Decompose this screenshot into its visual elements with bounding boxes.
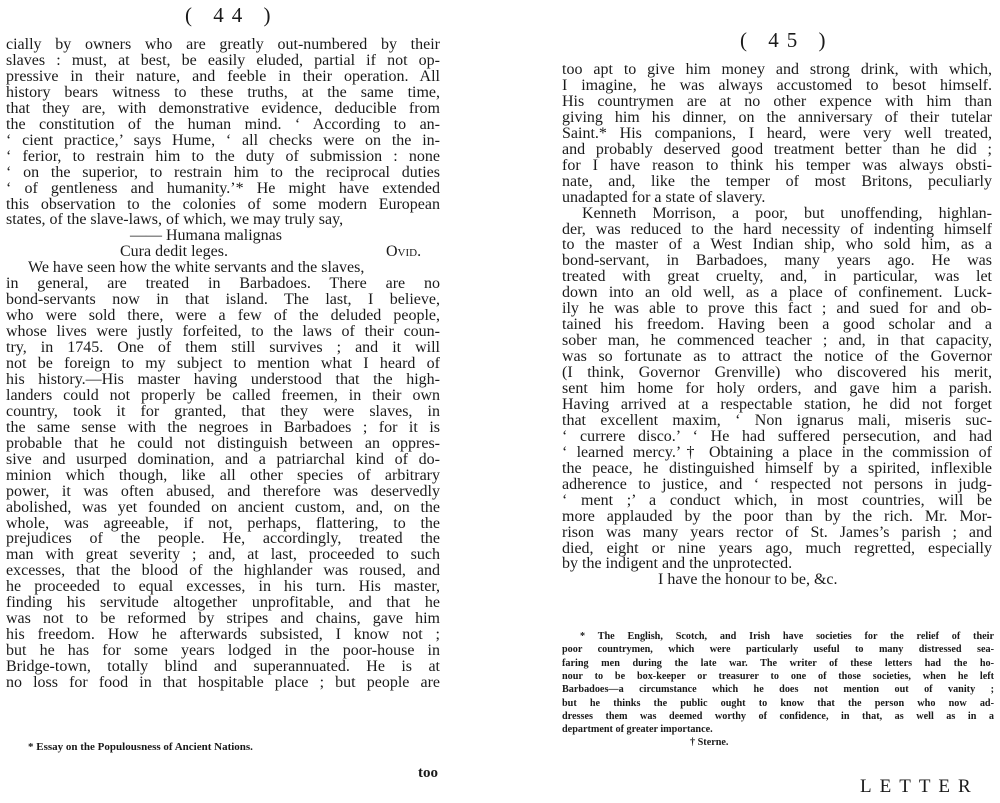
- left-catchword: too: [418, 765, 438, 781]
- left-body-line: whose lives were justly forfeited, to the laws of their coun-: [6, 323, 440, 341]
- right-body-line: ily he was able to prove this fact ; and sued for and ob-: [562, 300, 992, 318]
- left-body-line: his history.—His master having understood that the high-: [6, 370, 440, 388]
- left-body-line: whole, was agreeable, if not, perhaps, flattering, to the: [6, 514, 440, 532]
- right-body-line: sent him home for holy orders, and gave him a parish.: [562, 380, 992, 397]
- right-body-line: for I have reason to think his temper was always obsti-: [562, 156, 992, 174]
- left-body-line: abolished, was yet founded on ancient custom, and, on the: [6, 498, 440, 516]
- left-body-line: not be foreign to my subject to mention what I heard of: [6, 355, 440, 372]
- left-body-line: finding his servitude altogether unprofitable, and that he: [6, 594, 440, 612]
- left-body-line: slaves : must, at best, be easily eluded, partial if not op-: [6, 51, 440, 69]
- right-catchword: LETTER: [860, 776, 979, 797]
- right-body-line: tained his freedom. Having been a good scholar and a: [562, 316, 992, 334]
- right-body-line: to the master of a West Indian ship, who sold him, as a: [562, 236, 992, 254]
- left-body-line: ‘ on the superior, to restrain him to the reciprocal duties: [6, 163, 440, 181]
- ovid-attribution: Ovid.: [386, 243, 422, 261]
- left-body-line: prejudices of the people. He, accordingly, treated the: [6, 530, 440, 548]
- left-page: [0, 0, 462, 803]
- left-body-line: this observation to the colonies of some modern European: [6, 195, 440, 213]
- right-footnote-line: dresses them was deemed worthy of confidence, in that, as well as in a: [562, 710, 994, 722]
- left-body-line: ‘ cient practice,’ says Hume, ‘ all checks were on the in-: [6, 131, 440, 149]
- right-page-number: ( 45 ): [740, 28, 834, 52]
- right-body-line: too apt to give him money and strong drink, with which,: [562, 61, 992, 78]
- right-body-line: I have the honour to be, &c.: [658, 571, 838, 589]
- right-body-line: ‘ learned mercy.’† Obtaining a place in the commission of: [562, 443, 992, 461]
- left-body-line: was not to be reformed by stripes and chains, gave him: [6, 610, 440, 628]
- left-page-number: ( 44 ): [185, 3, 279, 27]
- left-body-line: no loss for food in that hospitable place ; but people are: [6, 674, 440, 691]
- right-body-line: down into an old well, as a place of confinement. Luck-: [562, 284, 992, 302]
- left-body-line: bond-servants now in that island. The last, I believe,: [6, 291, 440, 309]
- right-body-line: ‘ ment ;’ a conduct which, in most countries, will be: [562, 491, 992, 509]
- left-body-line: pressive in their nature, and feeble in their operation. All: [6, 67, 440, 85]
- right-body-line: that excellent maxim, ‘ Non ignarus mali, miseris suc-: [562, 411, 992, 429]
- left-body-line: landers could not properly be called freemen, in their own: [6, 386, 440, 404]
- right-body-line: nate, and, like the temper of most Britons, peculiarly: [562, 172, 992, 190]
- left-body-line: that they are, with demonstrative evidence, deducible from: [6, 99, 440, 117]
- right-body-line: rison was many years rector of St. James’s parish ; and: [562, 523, 992, 541]
- right-body-line: ‘ currere disco.’ ‘ He had suffered persecution, and had: [562, 427, 992, 445]
- right-body-line: Saint.* His companions, I heard, were very well treated,: [562, 124, 992, 142]
- right-body-line: adherence to justice, and ‘ respected not persons in judg-: [562, 475, 992, 493]
- right-footnote-line: but he thinks the public ought to know that the person who now ad-: [562, 697, 994, 709]
- right-footnote-line: faring men during the late war. The writer of these letters had the ho-: [562, 657, 994, 669]
- right-body-line: (I think, Governor Grenville) who discovered his merit,: [562, 364, 992, 382]
- right-footnote-line: department of greater importance.: [562, 724, 713, 736]
- left-body-line: ‘ ferior, to restrain him to the duty of submission : none: [6, 147, 440, 165]
- left-body-line: history bears witness to these truths, at the same time,: [6, 83, 440, 101]
- left-body-line: the same sense with the negroes in Barbadoes ; for it is: [6, 418, 440, 436]
- left-body-line: We have seen how the white servants and the slaves,: [28, 259, 365, 277]
- right-body-line: and probably deserved good treatment better than he did ;: [562, 140, 992, 158]
- left-body-line: man with great severity ; and, at last, proceeded to such: [6, 546, 440, 564]
- left-body-line: states, of the slave-laws, of which, we may truly say,: [6, 211, 344, 229]
- right-body-line: giving him his dinner, on the anniversary of their tutelar: [562, 108, 992, 126]
- right-body-line: bond-servant, in Barbadoes, many years ago. He was: [562, 252, 992, 270]
- right-body-line: unadapted for a state of slavery.: [562, 188, 766, 206]
- left-body-line: try, in 1745. One of them still survives ; and it will: [6, 339, 440, 357]
- left-body-line: cially by owners who are greatly out-numbered by their: [6, 36, 440, 53]
- left-footnote: * Essay on the Populousness of Ancient Nations.: [28, 741, 253, 753]
- right-body-line: died, eight or nine years ago, much regretted, especially: [562, 539, 992, 557]
- left-body-line: sive and usurped domination, and a patriarchal kind of do-: [6, 450, 440, 468]
- right-page: [540, 0, 1000, 803]
- right-footnote-line: Barbadoes—a circumstance which he does not mention out of vanity ;: [562, 684, 994, 696]
- left-body-line: Cura dedit leges.: [120, 243, 228, 261]
- right-body-line: I imagine, he was always accustomed to besot himself.: [562, 76, 992, 94]
- left-body-line: probable that he could not distinguish between an oppres-: [6, 434, 440, 452]
- right-footnote-line: * The English, Scotch, and Irish have societies for the relief of their: [580, 631, 994, 642]
- right-body-line: more applauded by the poor than by the rich. Mr. Mor-: [562, 507, 992, 525]
- right-body-line: sober man, he commenced teacher ; and, in that capacity,: [562, 332, 992, 350]
- right-body-line: was so fortunate as to attract the notice of the Governor: [562, 348, 992, 366]
- left-body-line: his freedom. How he afterwards subsisted, I know not ;: [6, 626, 440, 644]
- right-body-line: the peace, he distinguished himself by a spirited, inflexible: [562, 459, 992, 477]
- left-body-line: minion which though, like all other species of arbitrary: [6, 466, 440, 484]
- left-body-line: ‘ of gentleness and humanity.’* He might have extended: [6, 179, 440, 197]
- right-body-line: treated with great cruelty, and, in particular, was let: [562, 268, 992, 286]
- left-body-line: he proceeded to equal excesses, in his turn. His master,: [6, 578, 440, 596]
- right-body-line: Having arrived at a respectable station, he did not forget: [562, 395, 992, 413]
- right-footnote-line: nour to be box-keeper or treasurer to one of those societies, when he left: [562, 670, 994, 682]
- left-body-line: —— Humana malignas: [130, 227, 282, 245]
- right-body-line: by the indigent and the unprotected.: [562, 555, 793, 573]
- left-body-line: country, took it for granted, that they were slaves, in: [6, 402, 440, 420]
- right-body-line: Kenneth Morrison, a poor, but unoffending, highlan-: [582, 204, 992, 222]
- left-body-line: power, it was often abused, and therefore was deservedly: [6, 482, 440, 500]
- right-body-line: His countrymen are at no other expence with him than: [562, 92, 992, 110]
- left-body-line: in general, are treated in Barbadoes. There are no: [6, 275, 440, 293]
- left-body-line: but he has for some years lodged in the poor-house in: [6, 642, 440, 660]
- right-body-line: der, was reduced to the hard necessity of indenting himself: [562, 220, 992, 238]
- right-footnote-line: † Sterne.: [690, 737, 729, 749]
- left-body-line: excesses, that the blood of the highlander was roused, and: [6, 562, 440, 580]
- left-body-line: who were sold there, were a few of the deluded people,: [6, 307, 440, 325]
- left-body-line: the constitution of the human mind. ‘ According to an-: [6, 115, 440, 133]
- left-body-line: Bridge-town, totally blind and superannuated. He is at: [6, 658, 440, 676]
- right-footnote-line: poor countrymen, which were particularly useful to many distressed sea-: [562, 644, 994, 656]
